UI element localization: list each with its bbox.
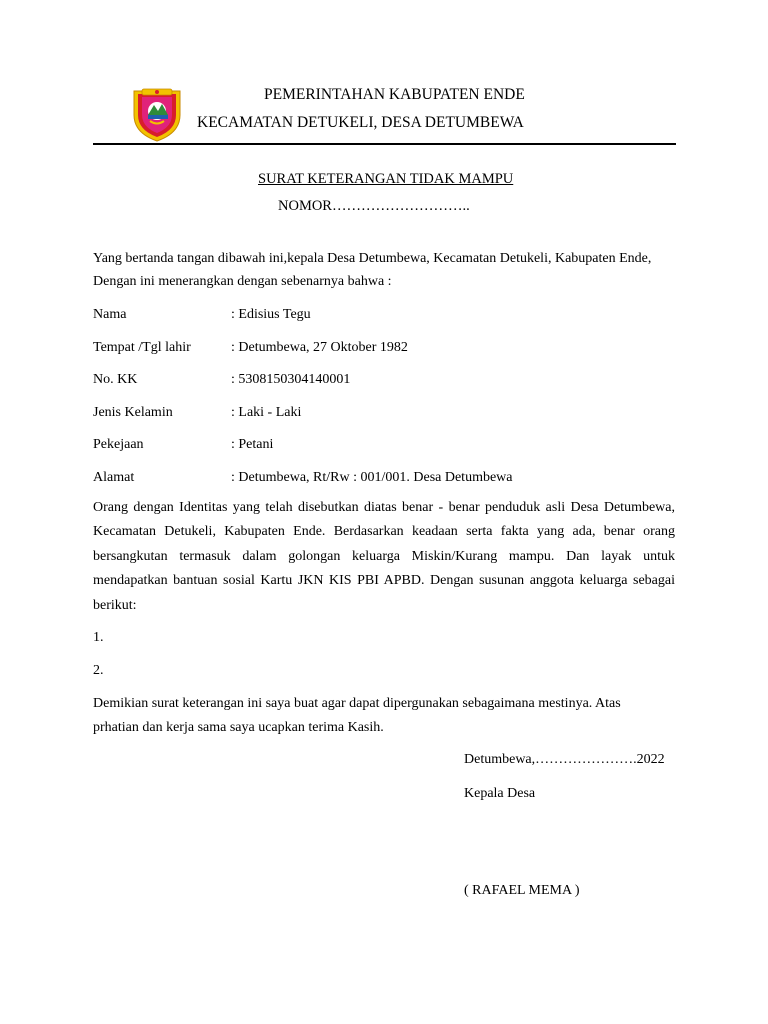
identity-label-address: Alamat [93, 470, 135, 485]
identity-label-kk: No. KK [93, 372, 138, 387]
body-paragraph: Orang dengan Identitas yang telah disebutkan diatas benar - benar penduduk asli Desa Detumbewa, Kecamatan Detukeli, Kabupaten Ende. Berdasarkan keadaan serta fakta yang ada, benar orang bersangkutan termasuk dalam golongan keluarga Miskin/Kurang mampu. Dan layak untuk mendapatkan bantuan sosial Kartu JKN KIS PBI APBD. Dengan susunan anggota keluarga sebagai berikut: [93, 500, 675, 613]
regency-emblem-logo [128, 85, 186, 143]
signature-place-date: Detumbewa,………………….2022 [464, 752, 665, 767]
identity-label-occupation: Pekejaan [93, 437, 144, 452]
closing-line-2: prhatian dan kerja sama saya ucapkan terima Kasih. [93, 720, 384, 735]
header-divider [93, 143, 676, 145]
opening-line-1: Yang bertanda tangan dibawah ini,kepala Desa Detumbewa, Kecamatan Detukeli, Kabupaten Ende, [93, 251, 652, 266]
letter-title: SURAT KETERANGAN TIDAK MAMPU [258, 171, 514, 187]
identity-label-name: Nama [93, 307, 127, 322]
family-member-item-2: 2. [93, 663, 104, 678]
identity-label-gender: Jenis Kelamin [93, 405, 173, 420]
identity-value-gender: : Laki - Laki [231, 405, 302, 420]
signature-name: ( RAFAEL MEMA ) [464, 883, 580, 898]
identity-value-occupation: : Petani [231, 437, 274, 452]
identity-value-name: : Edisius Tegu [231, 307, 311, 322]
opening-line-2: Dengan ini menerangkan dengan sebenarnya bahwa : [93, 274, 392, 289]
header-government-line: PEMERINTAHAN KABUPATEN ENDE [264, 86, 525, 103]
identity-value-address: : Detumbewa, Rt/Rw : 001/001. Desa Detumbewa [231, 470, 513, 485]
closing-line-1: Demikian surat keterangan ini saya buat agar dapat dipergunakan sebagaimana mestinya. Atas [93, 696, 621, 711]
signature-position: Kepala Desa [464, 786, 536, 801]
identity-value-kk: : 5308150304140001 [231, 372, 351, 387]
letter-number: NOMOR……………………….. [278, 198, 470, 214]
family-member-item-1: 1. [93, 630, 104, 645]
header-district-village-line: KECAMATAN DETUKELI, DESA DETUMBEWA [197, 114, 524, 131]
identity-label-birth: Tempat /Tgl lahir [93, 340, 191, 355]
identity-value-birth: : Detumbewa, 27 Oktober 1982 [231, 340, 408, 355]
